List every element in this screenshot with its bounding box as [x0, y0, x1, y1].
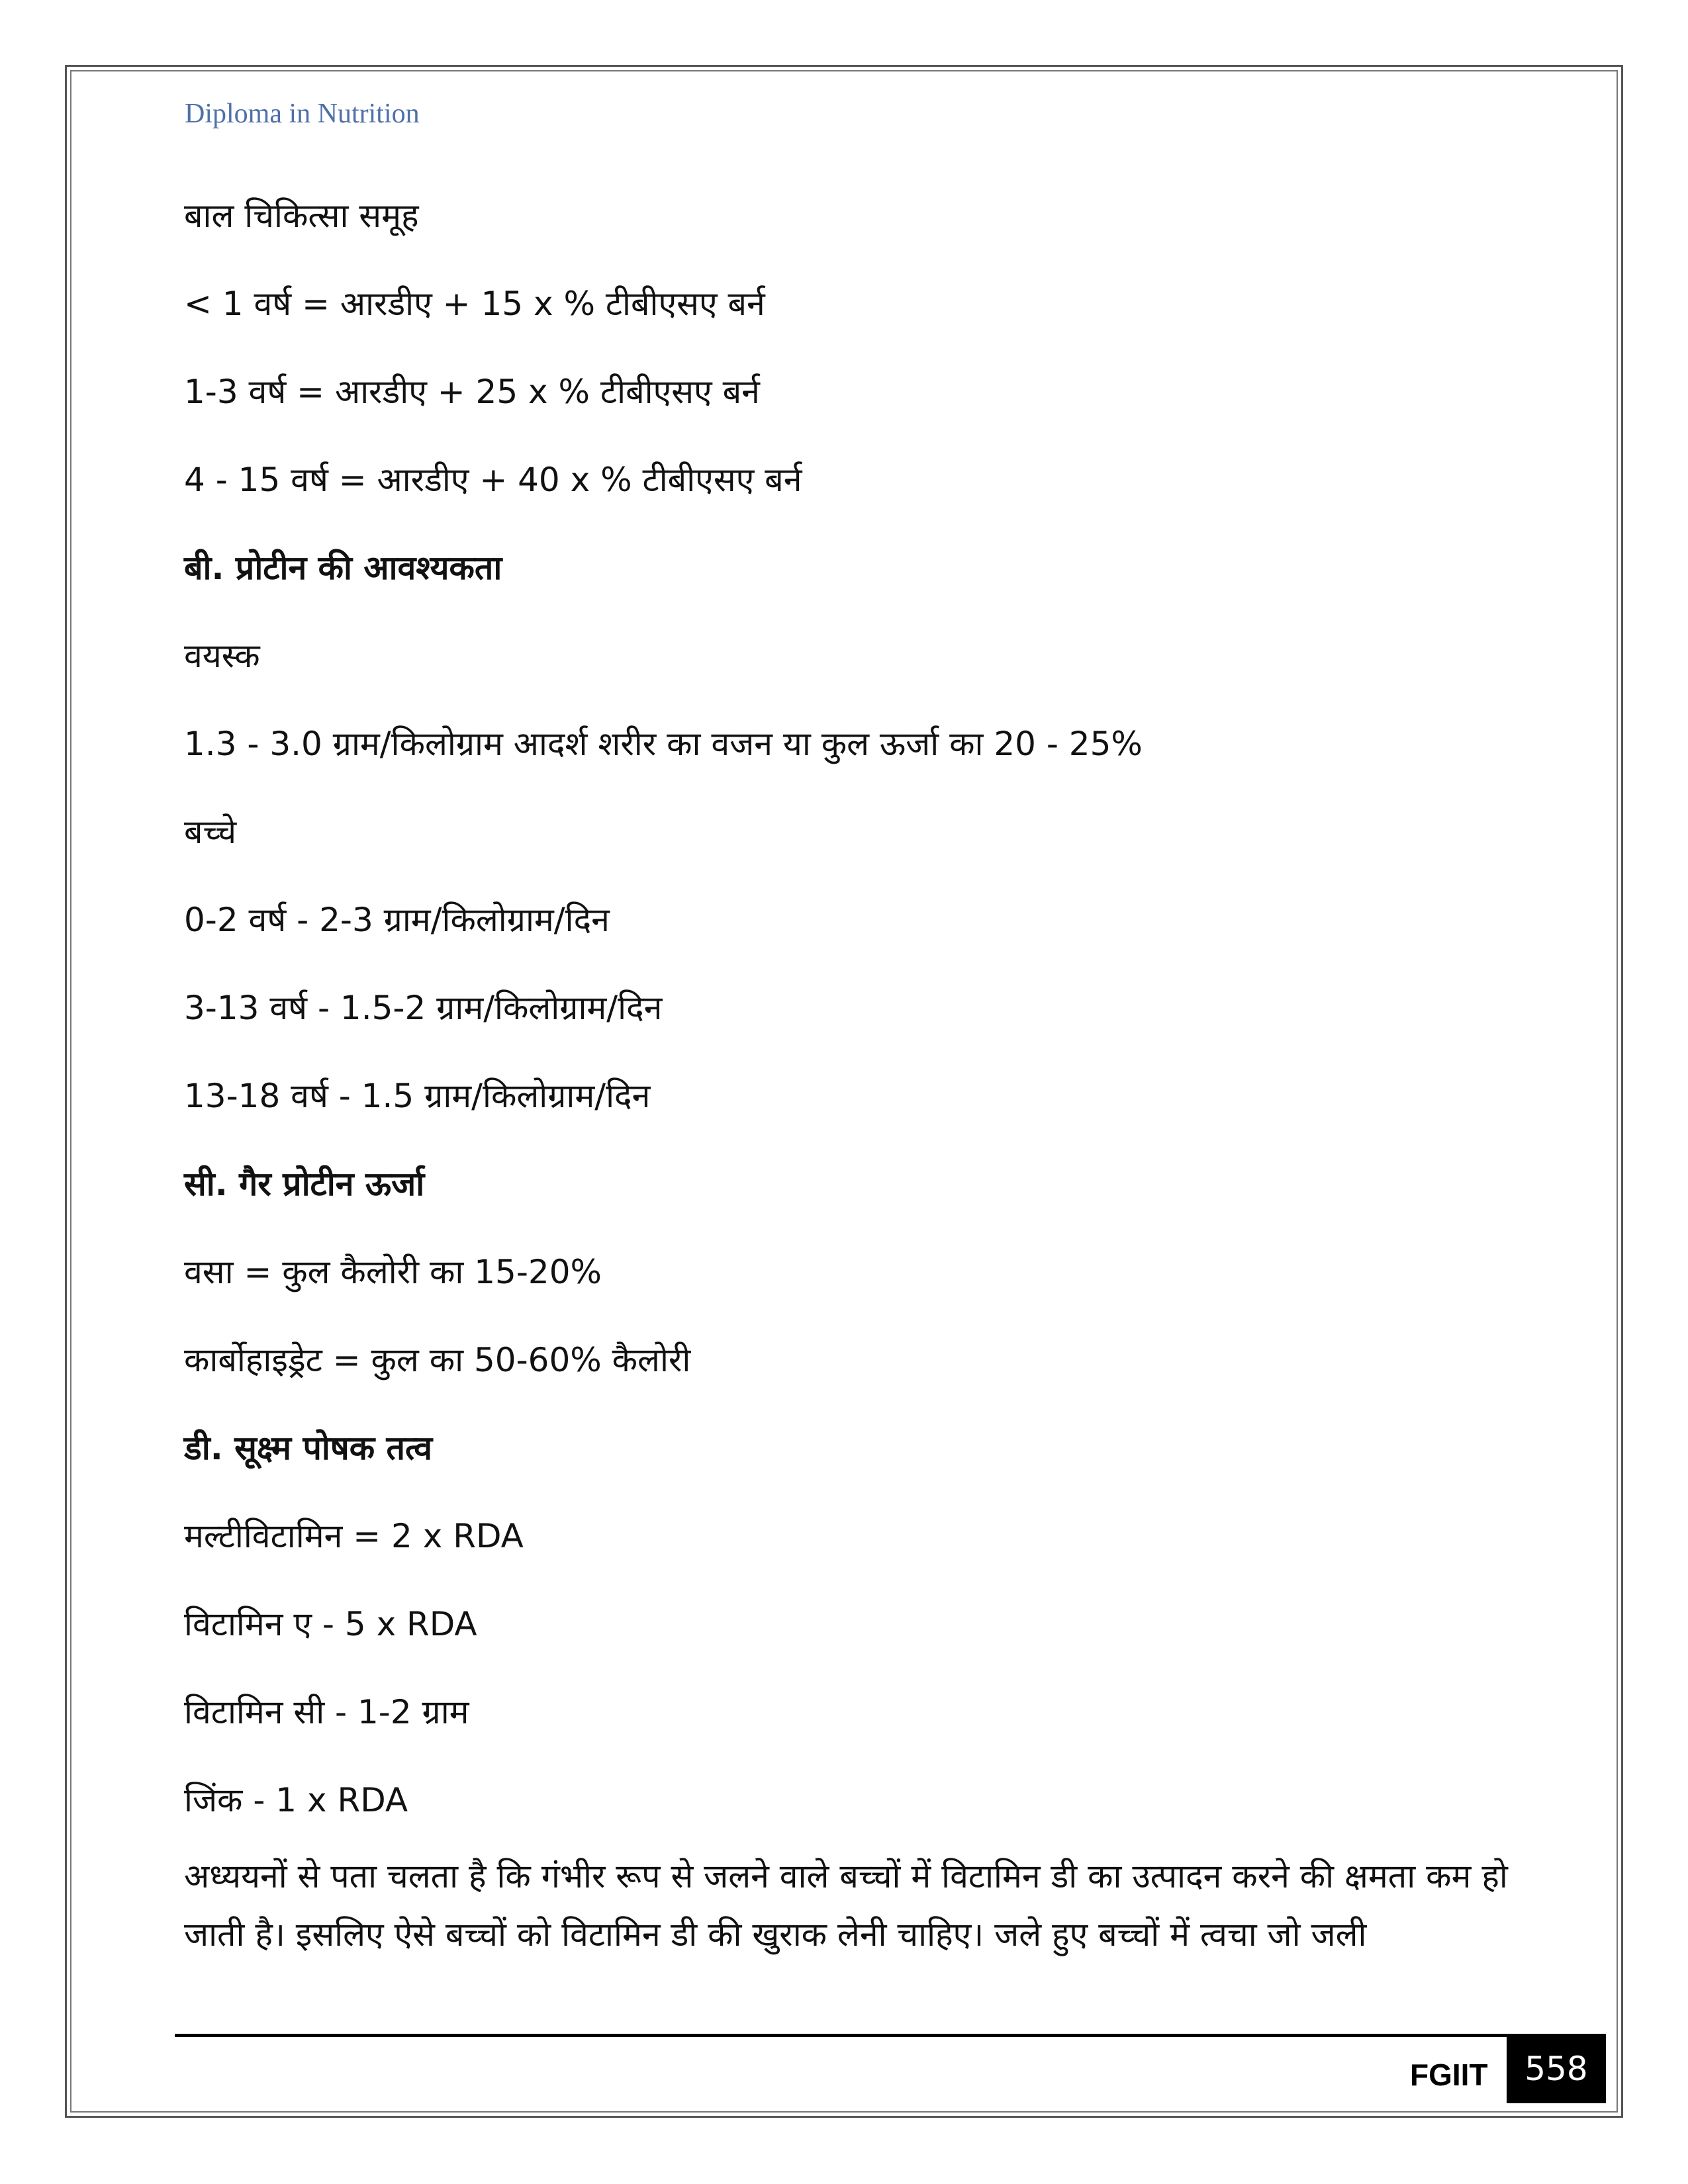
vitamin-a-line: विटामिन ए - 5 x RDA: [184, 1605, 477, 1643]
children-protein-13-18: 13-18 वर्ष - 1.5 ग्राम/किलोग्राम/दिन: [184, 1077, 651, 1115]
adult-protein-line: 1.3 - 3.0 ग्राम/किलोग्राम आदर्श शरीर का वजन या कुल ऊर्जा का 20 - 25%: [184, 725, 1143, 763]
carbohydrate-line: कार्बोहाइड्रेट = कुल का 50-60% कैलोरी: [184, 1341, 691, 1379]
adult-label: वयस्क: [184, 637, 260, 675]
multivitamin-line: मल्टीविटामिन = 2 x RDA: [184, 1517, 524, 1555]
pediatric-formula-4-15: 4 - 15 वर्ष = आरडीए + 40 x % टीबीएसए बर्न: [184, 461, 802, 499]
vitamin-c-line: विटामिन सी - 1-2 ग्राम: [184, 1693, 469, 1731]
footer-brand: FGIIT: [1410, 2058, 1488, 2092]
children-protein-0-2: 0-2 वर्ष - 2-3 ग्राम/किलोग्राम/दिन: [184, 901, 610, 939]
pediatric-group-title: बाल चिकित्सा समूह: [184, 197, 419, 235]
micronutrients-heading: डी. सूक्ष्म पोषक तत्व: [184, 1429, 433, 1467]
non-protein-energy-heading: सी. गैर प्रोटीन ऊर्जा: [184, 1165, 425, 1203]
page-number: 558: [1507, 2035, 1606, 2103]
pediatric-formula-1-3: 1-3 वर्ष = आरडीए + 25 x % टीबीएसए बर्न: [184, 373, 760, 411]
children-protein-3-13: 3-13 वर्ष - 1.5-2 ग्राम/किलोग्राम/दिन: [184, 989, 663, 1027]
pediatric-formula-under-1: < 1 वर्ष = आरडीए + 15 x % टीबीएसए बर्न: [184, 285, 765, 323]
protein-requirement-heading: बी. प्रोटीन की आवश्यकता: [184, 549, 502, 587]
zinc-line: जिंक - 1 x RDA: [184, 1781, 408, 1819]
page-content: [184, 192, 1508, 1964]
fat-line: वसा = कुल कैलोरी का 15-20%: [184, 1253, 602, 1291]
children-label: बच्चे: [184, 813, 237, 851]
running-header: Diploma in Nutrition: [185, 99, 420, 129]
vitamin-d-paragraph: अध्ययनों से पता चलता है कि गंभीर रूप से जलने वाले बच्चों में विटामिन डी का उत्पादन करने की क्षमता कम हो जाती है। इसलिए ऐसे बच्चों को विटामिन डी की खुराक लेनी चाहिए। जले हुए बच्चों में त्वचा जो जली: [184, 1857, 1508, 1954]
footer-divider: [175, 2034, 1606, 2037]
